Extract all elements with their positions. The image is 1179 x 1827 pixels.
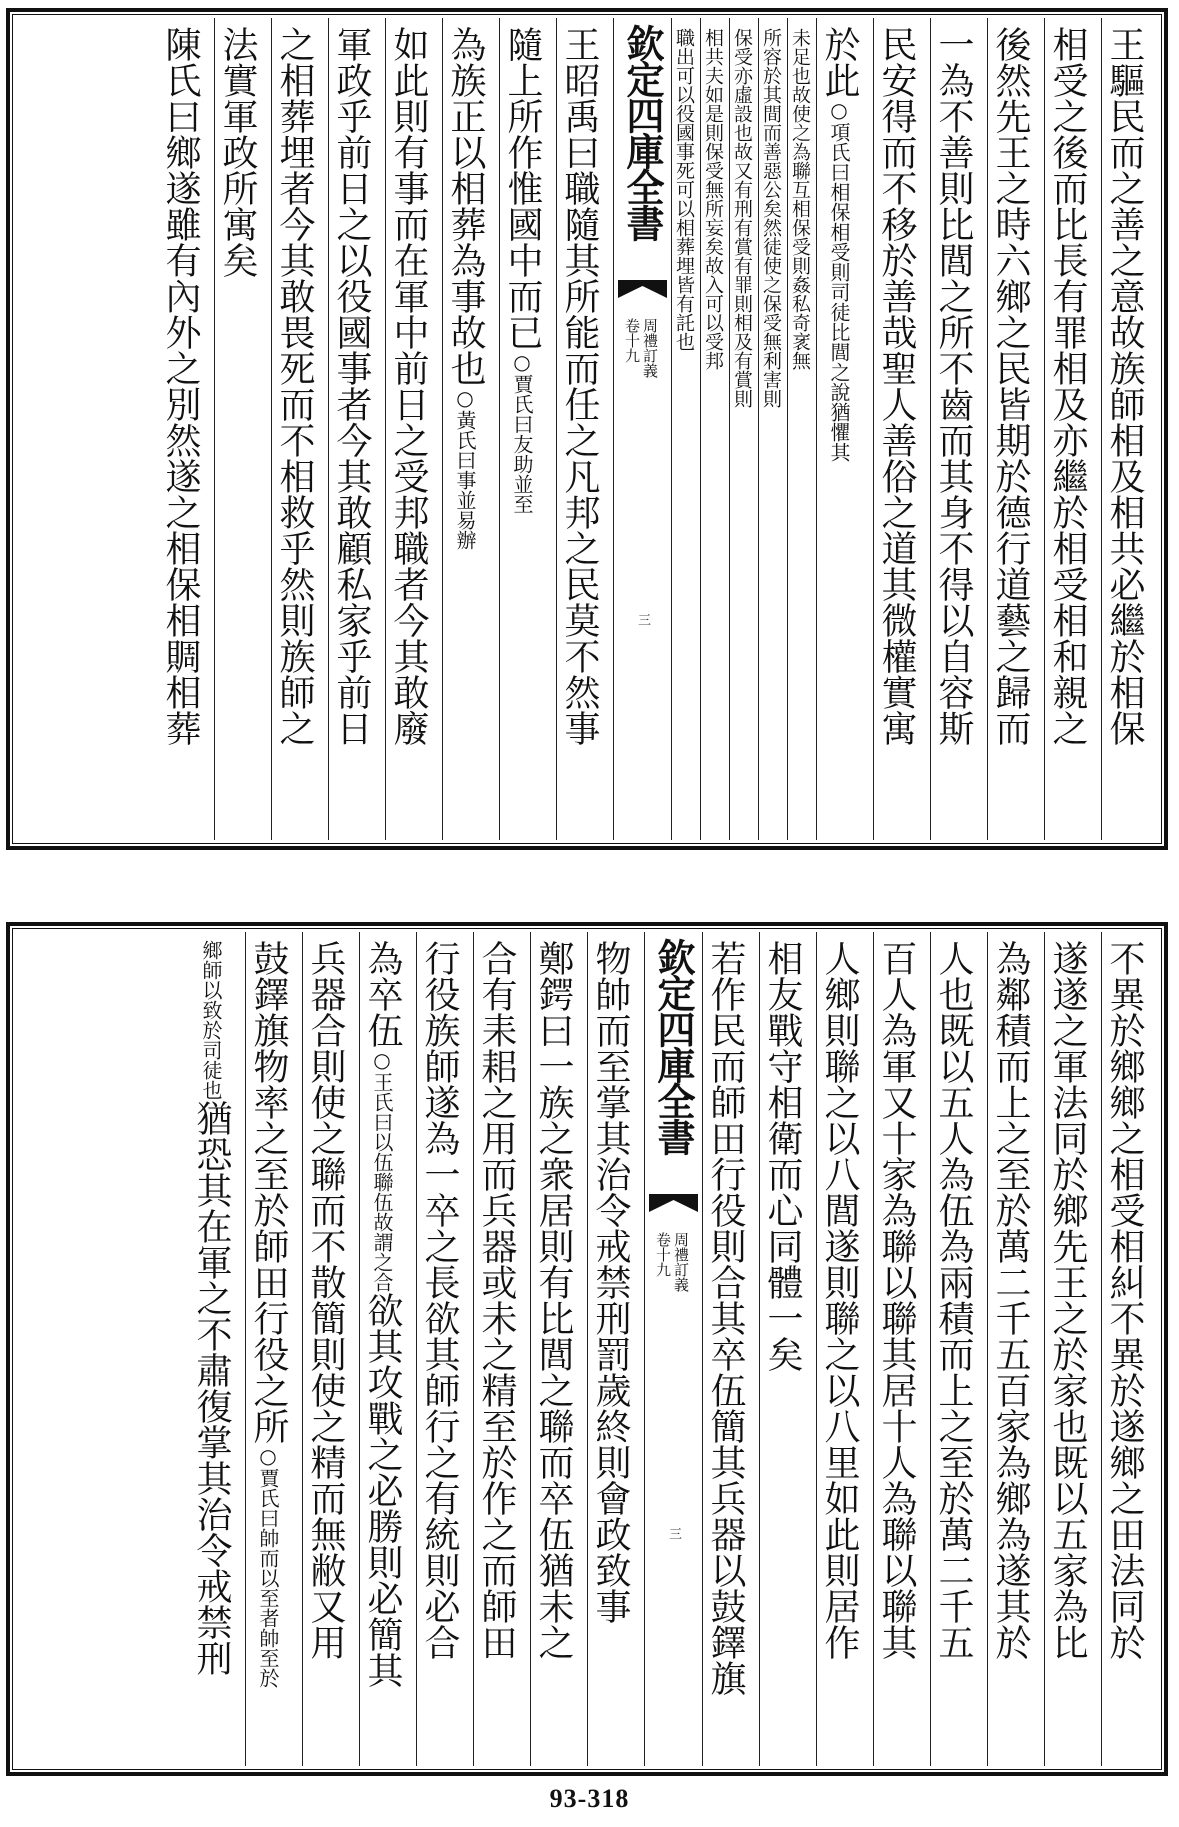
top-text-column: 相受之後而比長有罪相及亦繼於相受相和親之 [1044,18,1101,840]
inline-commentary: ○賈氏曰帥而以至者帥至於 [256,1444,280,1688]
main-text: 隨上所作惟國中而已 [502,26,543,350]
book-name-label: 周禮訂義 [672,1232,690,1292]
bottom-text-column: 相友戰守相衛而心同體一矣 [759,932,816,1766]
inline-commentary: 鄉師以致於司徒也 [199,940,223,1100]
fish-tail-ornament [618,280,667,298]
main-text: 為族正以相葬為事故也 [445,26,486,386]
top-annotation-column: 所容於其間而善惡公矣然徒使之保受無利害則 [758,18,787,840]
bottom-text-column: 若作民而師田行役則合其卒伍簡其兵器以鼓鐸旗 [702,932,759,1766]
book-title: 欽定四庫全書 [620,24,665,240]
top-annotation-column: 職出可以役國事死可以相葬埋皆有託也 [671,18,700,840]
top-text-column: 如此則有事而在軍中前日之受邦職者今其敢廢 [385,18,442,840]
top-text-column [442,18,499,840]
bottom-text-column: 合有耒耜之用而兵器或未之精至於作之而師田 [473,932,530,1766]
top-annotation-column: 未足也故使之為聯互相保受則姦私奇衺無 [787,18,816,840]
bottom-text-column: 人也既以五人為伍為兩積而上之至於萬二千五 [930,932,987,1766]
main-text: 欲其攻戰之必勝則必簡其 [362,1292,403,1688]
top-text-column: 軍政乎前日之以役國事者今其敢顧私家乎前日 [328,18,385,840]
bottom-text-column: 不異於鄉鄉之相受相糾不異於遂鄉之田法同於 [1101,932,1158,1766]
bottom-text-column: 遂遂之軍法同於鄉先王之於家也既以五家為比 [1044,932,1101,1766]
bottom-center-margin [644,932,702,1766]
top-text-column: 後然先王之時六鄉之民皆期於德行道藝之歸而 [987,18,1044,840]
top-center-margin [613,18,671,840]
book-title: 欽定四庫全書 [651,938,696,1154]
bottom-text-column: 兵器合則使之聯而不散簡則使之精而無敝又用 [302,932,359,1766]
inline-commentary: ○黃氏曰事並易辦 [453,386,477,550]
top-text-column [816,18,873,840]
bottom-text-column: 鄭鍔曰一族之衆居則有比閭之聯而卒伍猶未之 [530,932,587,1766]
bottom-text-column: 物帥而至掌其治令戒禁刑罰歲終則會政致事 [587,932,644,1766]
bottom-text-column: 人鄉則聯之以八閭遂則聯之以八里如此則居作 [816,932,873,1766]
bottom-text-column [359,932,416,1766]
main-text: 猶恐其在軍之不肅復掌其治令戒禁刑 [191,1100,232,1676]
top-text-column: 一為不善則比閭之所不齒而其身不得以自容斯 [930,18,987,840]
top-text-column: 陳氏曰鄉遂雖有內外之別然遂之相保相賙相葬 [160,26,201,746]
top-text-column [499,18,556,840]
chapter-label: 卷十九 [654,1232,672,1277]
page-number-footer: 93-318 [549,1784,630,1813]
top-text-column: 王驅民而之善之意故族師相及相共必繼於相保 [1101,18,1158,840]
bottom-text-column: 為鄰積而上之至於萬二千五百家為鄉為遂其於 [987,932,1044,1766]
book-name-label: 周禮訂義 [641,318,659,378]
top-annotation-column: 保受亦虛設也故又有刑有賞有罪則相及有賞則 [729,18,758,840]
leaf-number: 三 [666,1527,681,1540]
top-text-columns [16,18,1158,840]
inline-commentary: ○賈氏曰友助並至 [510,350,534,514]
top-text-column: 之相葬埋者今其敢畏死而不相救乎然則族師之 [271,18,328,840]
chapter-label: 卷十九 [623,318,641,363]
bottom-page-panel [6,922,1168,1776]
inline-commentary: ○王氏曰以伍聯伍故謂之合 [370,1048,394,1292]
bottom-text-column: 百人為軍又十家為聯以聯其居十人為聯以聯其 [873,932,930,1766]
bottom-text-column [188,932,245,1766]
inline-commentary: ○項氏曰相保相受則司徒比閭之說猶懼其 [827,98,851,462]
main-text: 為卒伍 [362,940,403,1048]
top-annotation-column: 相共夫如是則保受無所妄矣故入可以受邦 [700,18,729,840]
bottom-text-column: 行役族師遂為一卒之長欲其師行之有統則必合 [416,932,473,1766]
top-text-column: 民安得而不移於善哉聖人善俗之道其微權實寓 [873,18,930,840]
fish-tail-ornament [649,1194,698,1212]
main-text: 鼓鐸旗物率之至於師田行役之所 [248,940,289,1444]
bottom-text-columns [16,932,1158,1766]
main-text: 於此 [819,26,860,98]
leaf-number: 三 [635,613,650,626]
top-text-column: 王昭禹曰職隨其所能而任之凡邦之民莫不然事 [556,18,613,840]
top-page-panel [6,8,1168,850]
bottom-text-column [245,932,302,1766]
top-text-column: 法實軍政所寓矣 [214,18,271,840]
